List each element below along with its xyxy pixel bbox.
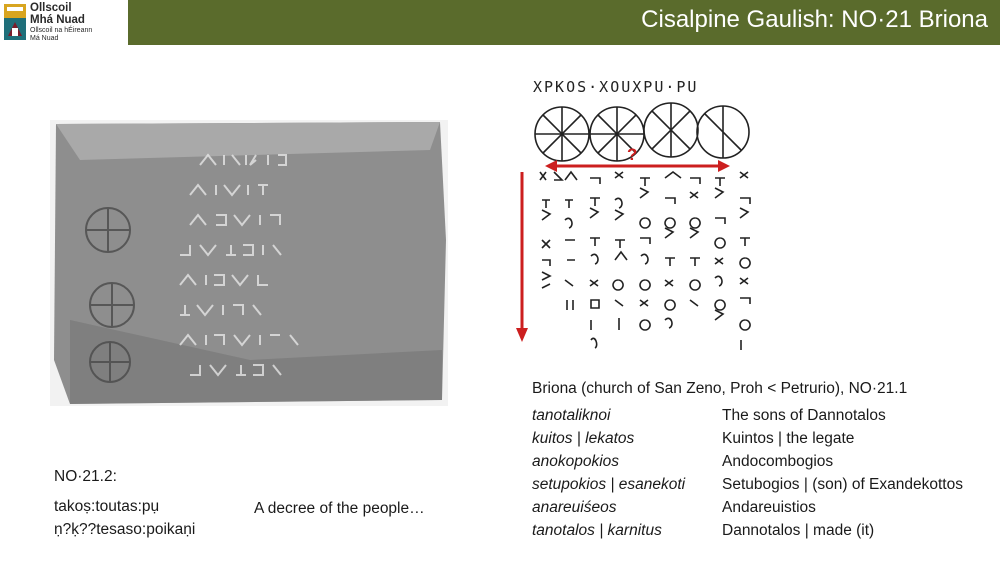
english-line: Setubogios | (son) of Exandekottos: [722, 476, 963, 493]
gaulish-line: kuitos | lekatos: [532, 430, 635, 447]
gaulish-line: anareuiśeos: [532, 499, 617, 516]
university-logo: [0, 0, 128, 45]
logo-title: Ollscoil Mhá Nuad: [30, 2, 85, 26]
fragment-line-1: takoṣ:toutas:pụ: [54, 498, 160, 515]
gaulish-line: tanotaliknoi: [532, 407, 611, 424]
wheel-symbols: [535, 103, 749, 161]
inscription-drawing: [515, 70, 770, 365]
english-line: Kuintos | the legate: [722, 430, 855, 447]
english-line: Andareuistios: [722, 499, 816, 516]
fragment-line-2: ṇ?ḳ??tesaso:poikaṇi: [54, 521, 196, 538]
gaulish-line: setupokios | esanekoti: [532, 476, 686, 493]
reading-arrows: [516, 160, 730, 342]
header-bar: [0, 0, 1000, 45]
fragment-translation: A decree of the people…: [254, 500, 425, 517]
english-line: Andocombogios: [722, 453, 834, 470]
question-mark: ?: [627, 145, 638, 164]
stone-photo: [50, 120, 448, 406]
fragment-label: NO·21.2:: [54, 468, 117, 485]
drawing-top-inscription: XPKOS·XOUXPU·PU: [533, 78, 699, 96]
slide-title: Cisalpine Gaulish: NO·21 Briona: [641, 6, 988, 33]
inscription-caption: Briona (church of San Zeno, Proh < Petrurio), NO·21.1: [532, 380, 908, 397]
english-line: Dannotalos | made (it): [722, 522, 875, 539]
english-line: The sons of Dannotalos: [722, 407, 886, 424]
gaulish-line: tanotalos | karnitus: [532, 522, 662, 539]
gaulish-line: anokopokios: [532, 453, 620, 470]
logo-subtitle: Ollscoil na hÉireann Má Nuad: [30, 27, 93, 42]
crest-icon: [4, 4, 26, 40]
drawing-letter-columns: [540, 172, 750, 350]
